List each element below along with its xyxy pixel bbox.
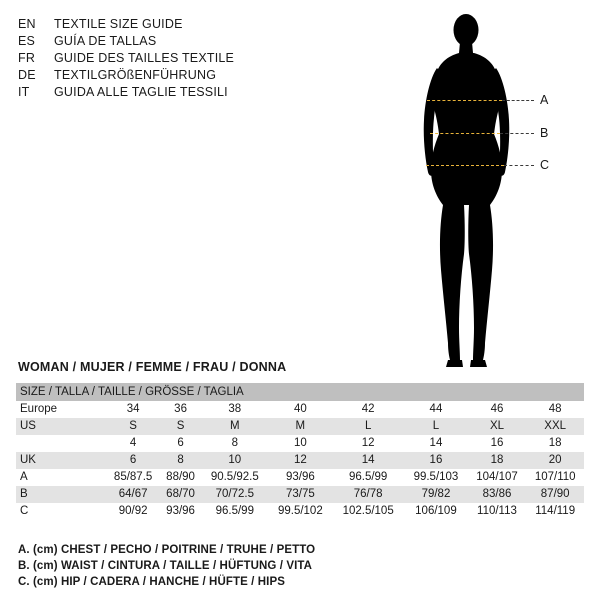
cell: 18	[526, 435, 584, 452]
cell: 99.5/103	[404, 469, 467, 486]
legend-row-c: C. (cm) HIP / CADERA / HANCHE / HÜFTE / HIPS	[18, 576, 286, 588]
row-label-us: US	[16, 418, 106, 435]
table-row	[16, 401, 584, 418]
row-label-europe: Europe	[16, 401, 106, 418]
cell: 18	[468, 452, 527, 469]
cell: 90/92	[106, 503, 160, 520]
cell: L	[332, 418, 404, 435]
measurement-legend	[18, 542, 578, 590]
hip-measure-line	[426, 165, 504, 166]
female-silhouette-figure	[410, 8, 590, 373]
cell: 8	[201, 435, 269, 452]
cell: 90.5/92.5	[201, 469, 269, 486]
cell: 10	[201, 452, 269, 469]
table-title-row	[16, 383, 584, 401]
cell: 42	[332, 401, 404, 418]
hip-marker-label: C	[540, 158, 550, 172]
cell: 16	[404, 452, 467, 469]
language-code-en: EN	[18, 17, 36, 31]
chest-measure-line	[427, 100, 502, 101]
table-row	[16, 435, 584, 452]
cell: 107/110	[526, 469, 584, 486]
table-row	[16, 452, 584, 469]
cell: 73/75	[269, 486, 332, 503]
row-label-b: B	[16, 486, 106, 503]
language-text-de: TEXTILGRÖßENFÜHRUNG	[54, 68, 217, 82]
cell: 96.5/99	[201, 503, 269, 520]
cell: XXL	[526, 418, 584, 435]
cell: 106/109	[404, 503, 467, 520]
cell: 6	[106, 452, 160, 469]
cell: 70/72.5	[201, 486, 269, 503]
cell: 79/82	[404, 486, 467, 503]
silhouette-icon	[410, 8, 590, 373]
size-table	[16, 383, 584, 520]
cell: 12	[332, 435, 404, 452]
cell: XL	[468, 418, 527, 435]
cell: 48	[526, 401, 584, 418]
row-label-us-numeric	[16, 435, 106, 452]
table-row	[16, 469, 584, 486]
language-row-it	[18, 84, 318, 101]
cell: 46	[468, 401, 527, 418]
row-label-a: A	[16, 469, 106, 486]
cell: 104/107	[468, 469, 527, 486]
cell: M	[201, 418, 269, 435]
waist-marker-label: B	[540, 126, 549, 140]
cell: 83/86	[468, 486, 527, 503]
hip-measure-tail	[504, 165, 534, 166]
cell: 14	[332, 452, 404, 469]
language-row-en	[18, 16, 318, 33]
language-row-es	[18, 33, 318, 50]
cell: S	[106, 418, 160, 435]
cell: 16	[468, 435, 527, 452]
cell: 12	[269, 452, 332, 469]
waist-measure-tail	[500, 133, 534, 134]
language-code-fr: FR	[18, 51, 36, 65]
cell: 4	[106, 435, 160, 452]
cell: 99.5/102	[269, 503, 332, 520]
language-text-en: TEXTILE SIZE GUIDE	[54, 17, 183, 31]
language-code-es: ES	[18, 34, 36, 48]
cell: 64/67	[106, 486, 160, 503]
language-text-es: GUÍA DE TALLAS	[54, 34, 157, 48]
cell: S	[160, 418, 201, 435]
table-row	[16, 486, 584, 503]
cell: 34	[106, 401, 160, 418]
cell: 76/78	[332, 486, 404, 503]
row-label-uk: UK	[16, 452, 106, 469]
cell: 85/87.5	[106, 469, 160, 486]
cell: 68/70	[160, 486, 201, 503]
language-row-de	[18, 67, 318, 84]
chest-marker-label: A	[540, 93, 549, 107]
language-code-it: IT	[18, 85, 30, 99]
cell: 38	[201, 401, 269, 418]
cell: 36	[160, 401, 201, 418]
legend-row-b: B. (cm) WAIST / CINTURA / TAILLE / HÜFTUNG / VITA	[18, 560, 313, 572]
cell: 14	[404, 435, 467, 452]
cell: 93/96	[269, 469, 332, 486]
cell: 114/119	[526, 503, 584, 520]
cell: 40	[269, 401, 332, 418]
woman-section-heading: WOMAN / MUJER / FEMME / FRAU / DONNA	[18, 360, 287, 374]
waist-measure-line	[430, 133, 500, 134]
table-title-cell: SIZE / TALLA / TAILLE / GRÖSSE / TAGLIA	[16, 383, 584, 401]
cell: L	[404, 418, 467, 435]
cell: 102.5/105	[332, 503, 404, 520]
cell: 44	[404, 401, 467, 418]
table-row	[16, 418, 584, 435]
language-row-fr	[18, 50, 318, 67]
cell: 6	[160, 435, 201, 452]
cell: 10	[269, 435, 332, 452]
cell: 88/90	[160, 469, 201, 486]
row-label-c: C	[16, 503, 106, 520]
chest-measure-tail	[502, 100, 534, 101]
cell: 87/90	[526, 486, 584, 503]
table-row	[16, 503, 584, 520]
language-text-it: GUIDA ALLE TAGLIE TESSILI	[54, 85, 228, 99]
language-code-de: DE	[18, 68, 36, 82]
cell: 96.5/99	[332, 469, 404, 486]
cell: M	[269, 418, 332, 435]
legend-row-a: A. (cm) CHEST / PECHO / POITRINE / TRUHE / PETTO	[18, 544, 316, 556]
cell: 93/96	[160, 503, 201, 520]
language-text-fr: GUIDE DES TAILLES TEXTILE	[54, 51, 235, 65]
cell: 8	[160, 452, 201, 469]
cell: 20	[526, 452, 584, 469]
cell: 110/113	[468, 503, 527, 520]
language-title-list	[18, 16, 318, 101]
